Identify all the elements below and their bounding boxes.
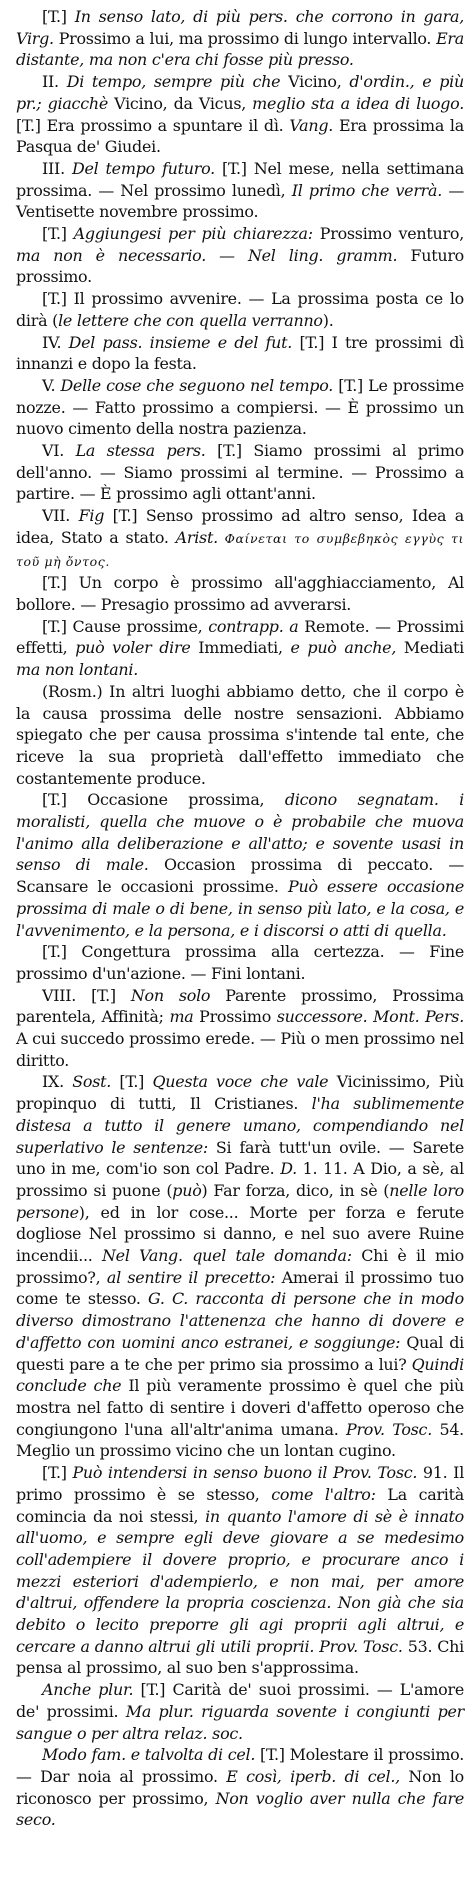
- italic-text: in quanto l'amore di sè è innato all'uomo, e sempre egli deve giovare a se medesimo coll'adempiere il dovere proprio, e procurare anco i mezzi esteriori d'adempierlo, e non mai, per amore d'altrui, offendere la propria coscienza. Non già che sia debito o lecito preporre gli agi proprii agli altrui, e cercare a danno altrui gli utili proprii. Prov. Tosc.: [16, 1506, 464, 1656]
- entry-paragraph: [16, 985, 464, 1072]
- entry-paragraph: [16, 1071, 464, 1462]
- italic-text: ma non è necessario. — Nel ling. gramm.: [16, 245, 398, 265]
- text-run: [T.] Nel mese, nella settimana prossima. — Nel prossimo lunedì,: [16, 158, 464, 200]
- italic-text: meglio sta a idea di luogo.: [252, 93, 465, 113]
- italic-text: Modo fam. e talvolta di cel.: [42, 1745, 256, 1765]
- text-run: [T.] I tre prossimi dì innanzi e dopo la festa.: [16, 332, 464, 374]
- text-run: A cui succedo prossimo erede. — Più o men prossimo nel diritto.: [16, 1029, 464, 1070]
- text-run: [T.] Senso prossimo ad altro senso, Idea a idea, Stato a stato.: [16, 506, 464, 547]
- text-run: Mediati: [396, 638, 464, 658]
- text-run: 54. Meglio un prossimo vicino che un lontan cugino.: [16, 1419, 464, 1461]
- italic-text: G. C. racconta di persone che in modo diverso dimostrano l'attenenza che hanno di dovere e d'affetto con uomini anco estranei, e soggiunge:: [16, 1289, 464, 1352]
- text-run: — Ventisette novembre prossimo.: [16, 180, 464, 222]
- italic-text: l'ha sublimemente distesa a tutto il genere umano, compendiando nel superlativo le sentenze:: [16, 1094, 464, 1157]
- text-run: [T.] Congettura prossima alla certezza. — Fine prossimo d'un'azione. — Fini lontani.: [16, 942, 464, 983]
- text-run: [T.]: [111, 1072, 153, 1092]
- entry-paragraph: [16, 505, 464, 572]
- text-run: Vicino,: [288, 72, 350, 92]
- italic-text: Anche plur.: [42, 1680, 134, 1700]
- italic-text: Era distante, ma non c'era chi fosse più presso.: [16, 28, 464, 70]
- text-run: VII.: [42, 506, 79, 526]
- text-run: [T.] Molestare il prossimo. — Dar noia al prossimo.: [16, 1745, 464, 1786]
- italic-text: Nel Vang. quel tale domanda:: [102, 1246, 352, 1266]
- text-run: VI.: [42, 441, 76, 461]
- text-run: Il più veramente prossimo è quel che più mostra nel fatto di sentire i doveri d'affetto operoso che congiungono l'una all'altr'anima umana.: [16, 1376, 464, 1439]
- italic-text: Non voglio aver nulla che fare seco.: [16, 1788, 464, 1830]
- entry-paragraph: [16, 6, 464, 71]
- italic-text: Quindi conclude che: [16, 1354, 464, 1396]
- entry-paragraph: [16, 616, 464, 681]
- entry-paragraph: [16, 1744, 464, 1831]
- italic-text: Vang.: [289, 115, 334, 135]
- italic-text: ma: [169, 1007, 194, 1027]
- italic-text: Può essere occasione prossima di male o di bene, in senso più lato, e la cosa, e l'avvenimento, e la persona, e i discorsi o atti di quella.: [16, 877, 465, 940]
- entry-paragraph: [16, 223, 464, 288]
- italic-text: può voler dire: [75, 638, 191, 658]
- italic-text: Il primo che verrà.: [291, 180, 443, 200]
- text-run: Parente prossimo, Prossima parentela, Affinità;: [16, 985, 464, 1027]
- text-run: [T.] Siamo prossimi al primo dell'anno. — Siamo prossimi al termine. — Prossimo a partire. — È prossimo agli ottant'anni.: [16, 441, 464, 504]
- text-run: III.: [42, 158, 72, 178]
- italic-text: successore. Mont. Pers.: [276, 1007, 464, 1027]
- text-run: Si farà tutt'un ovile. — Sarete uno in me, com'io son col Padre.: [16, 1137, 464, 1179]
- text-run: IV.: [42, 332, 69, 352]
- text-run: [T.] Carità de' suoi prossimi. — L'amore de' prossimi.: [16, 1680, 464, 1721]
- entry-paragraph: [16, 1679, 464, 1744]
- italic-text: Questa voce che vale: [152, 1072, 329, 1092]
- text-run: 91. Il primo prossimo è se stesso,: [16, 1463, 465, 1504]
- italic-text: può: [172, 1180, 202, 1200]
- text-run: [T.]: [42, 1463, 73, 1483]
- text-run: Prossimo a lui, ma prossimo di lungo intervallo.: [53, 28, 437, 48]
- entry-paragraph: [16, 288, 464, 331]
- italic-text: contrapp. a: [208, 616, 299, 636]
- italic-text: come l'altro:: [271, 1484, 376, 1504]
- italic-text: Delle cose che seguono nel tempo.: [60, 375, 334, 395]
- entry-paragraph: [16, 789, 464, 941]
- italic-text: d'ordin., e più pr.; giacchè: [16, 72, 464, 113]
- text-run: Prossimo venturo,: [312, 224, 465, 244]
- italic-text: In senso lato, di più pers. che corrono in gara,: [74, 7, 464, 26]
- text-run: [T.] Un corpo è prossimo all'agghiacciamento, Al bollore. — Presagio prossimo ad avverarsi.: [16, 573, 464, 614]
- italic-text: Prov. Tosc.: [346, 1419, 432, 1439]
- text-run: ).: [322, 310, 334, 330]
- entry-paragraph: [16, 1462, 464, 1679]
- italic-text: La stessa pers.: [75, 441, 206, 461]
- text-run: Era prossima la Pasqua de' Giudei.: [16, 115, 464, 157]
- entry-paragraph: [16, 375, 464, 440]
- text-run: [T.] Occasione prossima,: [42, 790, 285, 810]
- italic-text: D.: [280, 1159, 297, 1179]
- text-run: II.: [42, 72, 67, 92]
- text-run: VIII. [T.]: [42, 985, 131, 1005]
- italic-text: E così, iperb. di cel.,: [226, 1766, 400, 1786]
- italic-text: Aggiungesi per più chiarezza:: [73, 224, 313, 244]
- text-run: Vicino, da Vicus,: [114, 93, 253, 113]
- text-run: V.: [42, 375, 61, 395]
- text-run: [T.] Era prossimo a spuntare il dì.: [16, 115, 290, 135]
- text-run: [T.]: [42, 224, 74, 244]
- text-run: La carità comincia da noi stessi,: [16, 1484, 464, 1526]
- text-run: 53. Chi pensa al prossimo, al suo ben s'approssima.: [16, 1636, 464, 1678]
- italic-text: Virg.: [16, 28, 54, 48]
- text-run: [T.] Le prossime nozze. — Fatto prossimo a compiersi. — È prossimo un nuovo cimento della nostra pazienza.: [16, 375, 464, 439]
- italic-text: ma non lontani.: [16, 660, 139, 680]
- text-run: Non lo riconosco per prossimo,: [16, 1766, 464, 1808]
- text-run: Immediati,: [190, 638, 291, 658]
- text-run: Vicinissimo, Più propinquo di tutti, Il Cristianes.: [16, 1072, 464, 1114]
- text-run: [T.] Cause prossime,: [42, 616, 209, 636]
- entry-paragraph: [16, 941, 464, 984]
- text-run: Remote. — Prossimi effetti,: [16, 616, 464, 658]
- text-run: Prossimo: [193, 1007, 277, 1027]
- italic-text: Del tempo futuro.: [71, 158, 215, 178]
- text-run: ) Far forza, dico, in sè (: [201, 1180, 390, 1200]
- italic-text: Non solo: [130, 985, 211, 1005]
- dictionary-entry-column: [16, 6, 464, 1831]
- text-run: 1. 11. A Dio, a sè, al prossimo si puone (: [16, 1159, 464, 1200]
- text-run: Amerai il prossimo tuo come te stesso.: [16, 1267, 464, 1309]
- text-run: [T.]: [42, 7, 75, 26]
- text-run: IX.: [42, 1072, 73, 1092]
- italic-text: Sost.: [72, 1072, 112, 1092]
- text-run: [T.] Il prossimo avvenire. — La prossima posta ce lo dirà (: [16, 289, 464, 330]
- entry-paragraph: [16, 440, 464, 505]
- entry-paragraph: [16, 681, 464, 790]
- text-run: (Rosm.) In altri luoghi abbiamo detto, che il corpo è la causa prossima delle nostre sensazioni. Abbiamo spiegato che per causa prossima s'intende tal ente, che riceve la sua proprietà dall'effetto immediato che costantemente produce.: [16, 681, 464, 788]
- text-run: Occasion prossima di peccato. — Scansare le occasioni prossime.: [16, 855, 465, 897]
- entry-paragraph: [16, 158, 464, 223]
- italic-text: Di tempo, sempre più che: [66, 72, 289, 92]
- text-run: ), ed in lor cose... Morte per forza e ferute dogliose Nel prossimo si danno, e nel suo avere Ruine incendii...: [16, 1202, 464, 1266]
- italic-text: Fig: [78, 506, 105, 526]
- text-run: Chi è il mio prossimo?,: [16, 1246, 464, 1287]
- text-run: Qual di questi pare a te che per primo sia prossimo a lui?: [16, 1332, 464, 1374]
- italic-text: e può anche,: [290, 638, 397, 658]
- italic-text: Del pass. insieme e del fut.: [68, 332, 293, 352]
- entry-paragraph: [16, 332, 464, 375]
- italic-text: Arist.: [175, 527, 218, 547]
- italic-text: Ma plur. riguarda sovente i congiunti per sangue o per altra relaz. soc.: [16, 1701, 464, 1743]
- entry-paragraph: [16, 572, 464, 615]
- italic-text: al sentire il precetto:: [106, 1267, 276, 1287]
- entry-paragraph: [16, 71, 464, 158]
- italic-text: dicono segnatam. i moralisti, quella che muove o è probabile che muova l'animo alla deliberazione e all'atto; e sovente usasi in senso di male.: [16, 790, 465, 875]
- text-run: Futuro prossimo.: [16, 245, 464, 287]
- italic-text: nelle loro persone: [16, 1180, 464, 1222]
- italic-text: le lettere che con quella verranno: [58, 310, 323, 330]
- italic-text: Può intendersi in senso buono il Prov. Tosc.: [72, 1463, 418, 1483]
- greek-quote: Φαίνεται το συμβεβηκὸς εγγὺς τι τοῦ μὴ ὄντος.: [16, 530, 464, 569]
